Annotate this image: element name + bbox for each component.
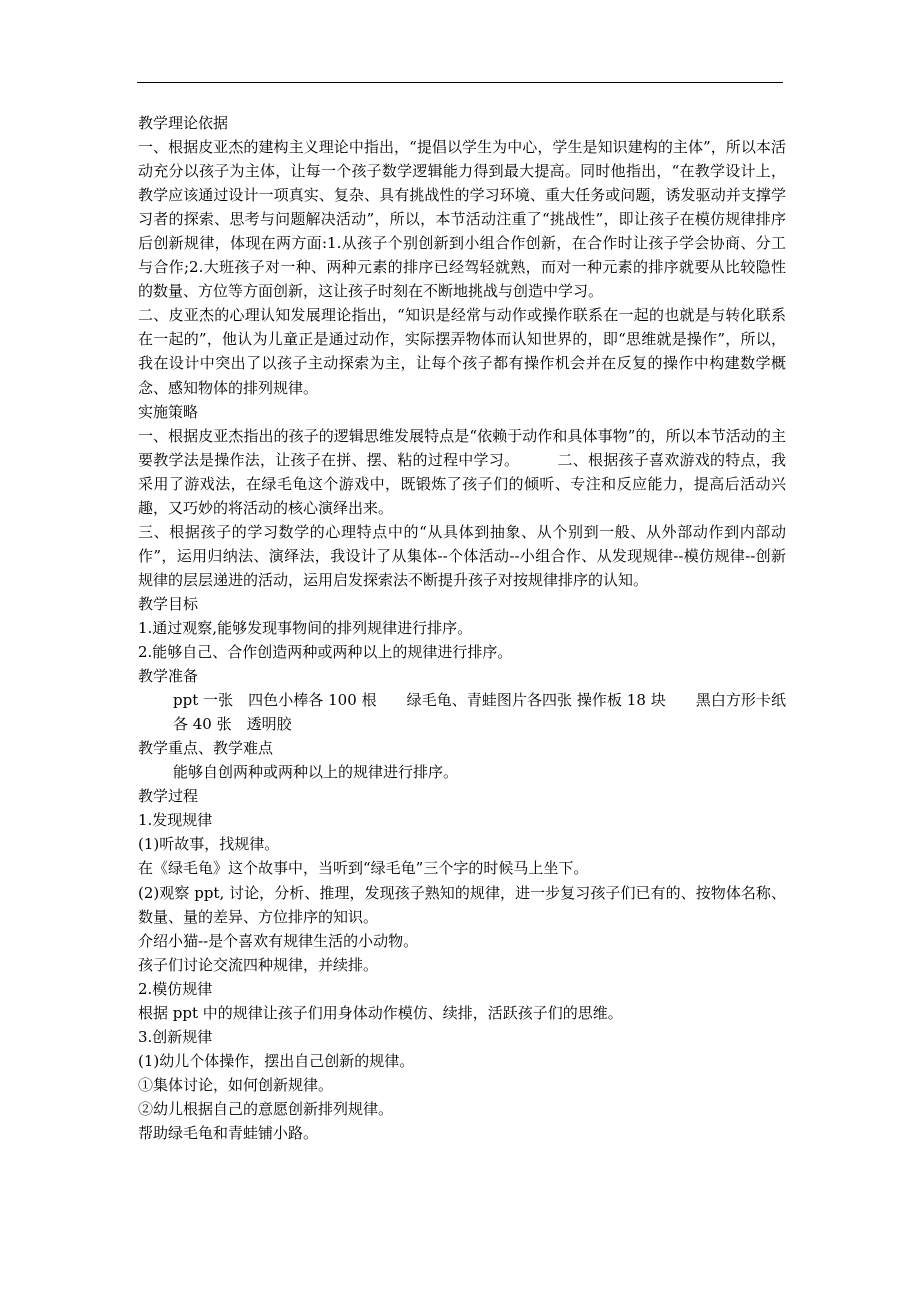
heading-key-points: 教学重点、教学难点 [138, 739, 274, 758]
step-imitate: 2.模仿规律 [138, 979, 213, 998]
document-body [138, 111, 786, 1145]
preparation-materials: ppt 一张 四色小棒各 100 根 绿毛龟、青蛙图片各四张 操作板 18 块 黑白方形卡纸 各 40 张 透明胶 [173, 691, 786, 734]
goal-item-2: 2.能够自己、合作创造两种或两种以上的规律进行排序。 [138, 643, 513, 662]
step-create-help: 帮助绿毛龟和青蛙铺小路。 [138, 1123, 319, 1142]
key-points-text: 能够自创两种或两种以上的规律进行排序。 [173, 763, 459, 782]
step-create-1: (1)幼儿个体操作，摆出自己创新的规律。 [138, 1051, 415, 1070]
step-create-1-b: ②幼儿根据自己的意愿创新排列规律。 [138, 1099, 394, 1118]
paragraph-strategy-1: 一、根据皮亚杰指出的孩子的逻辑思维发展特点是“依赖于动作和具体事物”的，所以本节活动的主要教学法是操作法，让孩子在拼、摆、粘的过程中学习。 二、根据孩子喜欢游戏的特点，我采用了游戏法，在绿毛龟这个游戏中，既锻炼了孩子们的倾听、专注和反应能力，提高后活动兴趣，又巧妙的将活动的核心演绎出来。 [138, 426, 786, 517]
step-discover-2: (2)观察 ppt, 讨论，分析、推理，发现孩子熟知的规律，进一步复习孩子们已有的、按物体名称、数量、量的差异、方位排序的知识。 [138, 883, 786, 926]
step-discover-discuss: 孩子们讨论交流四种规律，并续排。 [138, 955, 379, 974]
heading-teaching-theory: 教学理论依据 [138, 114, 229, 132]
heading-goals: 教学目标 [138, 594, 199, 613]
step-create-1-a: ①集体讨论，如何创新规律。 [138, 1075, 334, 1094]
step-discover-1: (1)听故事，找规律。 [138, 835, 280, 854]
header-rule [137, 82, 783, 83]
heading-process: 教学过程 [138, 787, 199, 806]
heading-strategy: 实施策略 [138, 402, 199, 421]
paragraph-strategy-3: 三、根据孩子的学习数学的心理特点中的“从具体到抽象、从个别到一般、从外部动作到内部动作”，运用归纳法、演绎法，我设计了从集体--个体活动--小组合作、从发现规律--模仿规律--创新规律的层层递进的活动，运用启发探索法不断提升孩子对按规律排序的认知。 [138, 522, 786, 589]
paragraph-theory-1: 一、根据皮亚杰的建构主义理论中指出，“提倡以学生为中心，学生是知识建构的主体”，所以本活动充分以孩子为主体，让每一个孩子数学逻辑能力得到最大提高。同时他指出，“在教学设计上，教学应该通过设计一项真实、复杂、具有挑战性的学习环境、重大任务或问题，诱发驱动并支撑学习者的探索、思考与问题解决活动”，所以，本节活动注重了“挑战性”，即让孩子在模仿规律排序后创新规律，体现在两方面:1.从孩子个别创新到小组合作创新，在合作时让孩子学会协商、分工与合作;2.大班孩子对一种、两种元素的排序已经驾轻就熟，而对一种元素的排序就要从比较隐性的数量、方位等方面创新，这让孩子时刻在不断地挑战与创造中学习。 [138, 138, 786, 301]
heading-preparation: 教学准备 [138, 667, 199, 686]
step-discover-cat: 介绍小猫--是个喜欢有规律生活的小动物。 [138, 931, 419, 950]
goal-item-1: 1.通过观察,能够发现事物间的排列规律进行排序。 [138, 618, 473, 637]
step-imitate-detail: 根据 ppt 中的规律让孩子们用身体动作模仿、续排，活跃孩子们的思维。 [138, 1003, 623, 1022]
paragraph-theory-2: 二、皮亚杰的心理认知发展理论指出，“知识是经常与动作或操作联系在一起的也就是与转化联系在一起的”，他认为儿童正是通过动作，实际摆弄物体而认知世界的，即“思维就是操作”，所以，我在设计中突出了以孩子主动探索为主，让每个孩子都有操作机会并在反复的操作中构建数学概念、感知物体的排列规律。 [138, 306, 786, 397]
step-discover-1-detail: 在《绿毛龟》这个故事中，当听到“绿毛龟”三个字的时候马上坐下。 [138, 859, 589, 878]
step-create: 3.创新规律 [138, 1027, 213, 1046]
step-discover: 1.发现规律 [138, 811, 213, 830]
